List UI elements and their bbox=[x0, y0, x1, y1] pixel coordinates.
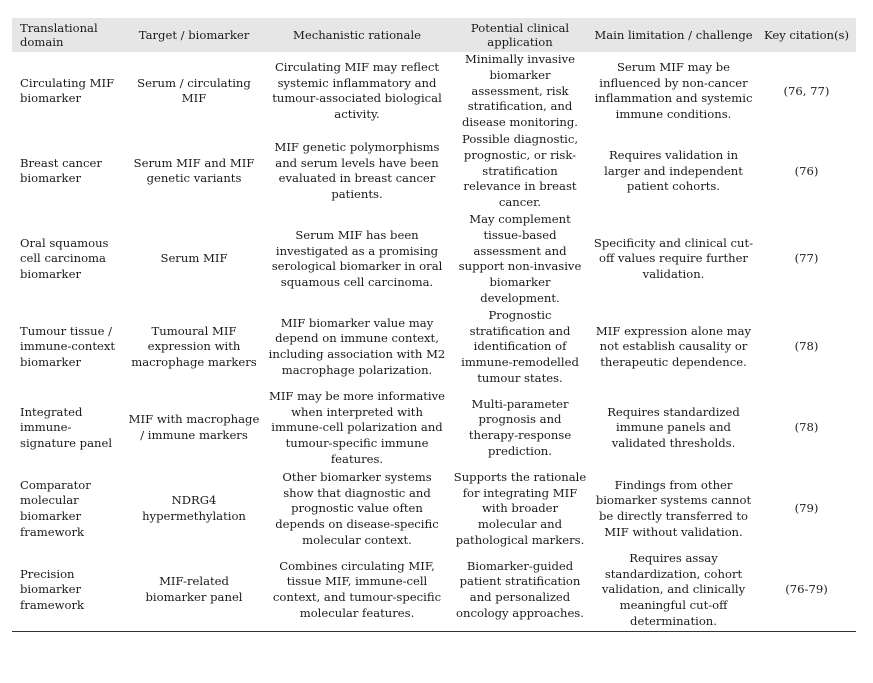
table-cell: (78) bbox=[794, 339, 819, 354]
table-cell: Circulating MIF may reflect systemic inflammatory and tumour-associated biological activity. bbox=[272, 59, 442, 122]
table-row bbox=[12, 52, 856, 131]
table-cell: Multi-parameter prognosis and therapy-response prediction. bbox=[468, 396, 572, 459]
table-cell: Specificity and clinical cut-off values require further validation. bbox=[593, 235, 754, 282]
table-cell: Breast cancer biomarker bbox=[20, 155, 102, 186]
header-cell: Mechanistic rationale bbox=[292, 27, 422, 42]
table-cell: Oral squamous cell carcinoma biomarker bbox=[20, 235, 109, 282]
table-cell: Requires validation in larger and independent patient cohorts. bbox=[604, 147, 743, 194]
table-cell: Precision biomarker framework bbox=[12, 550, 124, 632]
table-cell: Biomarker-guided patient stratification and personalized oncology approaches. bbox=[450, 550, 590, 632]
header-cell: Translational domain bbox=[20, 20, 98, 49]
table-row bbox=[12, 388, 856, 469]
table-cell: Combines circulating MIF, tissue MIF, immune-cell context, and tumour-specific molecular features. bbox=[264, 550, 450, 632]
header-cell: Target / biomarker bbox=[138, 27, 250, 42]
table-cell: (76-79) bbox=[757, 550, 856, 632]
table-cell: Tumoural MIF expression with macrophage markers bbox=[131, 323, 257, 370]
header-cell: Main limitation / challenge bbox=[594, 27, 753, 42]
table-cell: Comparator molecular biomarker framework bbox=[20, 477, 91, 540]
header-cell: Key citation(s) bbox=[763, 27, 850, 42]
biomarker-table bbox=[12, 18, 856, 632]
table-cell: MIF-related biomarker panel bbox=[124, 550, 264, 632]
table-cell: (76, 77) bbox=[783, 83, 830, 98]
table-cell: (79) bbox=[794, 501, 819, 516]
table-cell: Circulating MIF biomarker bbox=[20, 75, 115, 106]
table-cell: Serum MIF may be influenced by non-cancer inflammation and systemic immune conditions. bbox=[594, 59, 753, 122]
table-cell: (78) bbox=[794, 420, 819, 435]
table-row bbox=[12, 550, 856, 632]
table-cell: MIF genetic polymorphisms and serum levels have been evaluated in breast cancer patients. bbox=[274, 139, 440, 202]
table-cell: (77) bbox=[794, 251, 819, 266]
header-cell: Potential clinical application bbox=[470, 20, 570, 49]
table-cell: Minimally invasive biomarker assessment, risk stratification, and disease monitoring. bbox=[462, 52, 578, 130]
table-row bbox=[12, 131, 856, 212]
table-cell: Requires standardized immune panels and validated thresholds. bbox=[607, 404, 740, 451]
table-cell: Supports the rationale for integrating MIF with broader molecular and pathological markers. bbox=[453, 469, 587, 547]
table-cell: Serum / circulating MIF bbox=[137, 75, 251, 106]
table-cell: (76) bbox=[794, 163, 819, 178]
table-cell: MIF may be more informative when interpreted with immune-cell polarization and tumour-specific immune features. bbox=[268, 388, 446, 466]
table-cell: Serum MIF has been investigated as a promising serological biomarker in oral squamous cell carcinoma. bbox=[271, 227, 443, 290]
header-row bbox=[12, 18, 856, 52]
table-cell: NDRG4 hypermethylation bbox=[142, 493, 246, 524]
table-cell: MIF with macrophage / immune markers bbox=[128, 412, 260, 443]
table-cell: MIF biomarker value may depend on immune context, including association with M2 macrophage polarization. bbox=[268, 315, 446, 378]
table-cell: Integrated immune-signature panel bbox=[20, 404, 113, 451]
table-row bbox=[12, 469, 856, 550]
table-row bbox=[12, 307, 856, 388]
table-cell: Prognostic stratification and identification of immune-remodelled tumour states. bbox=[461, 307, 579, 385]
table-cell: May complement tissue-based assessment and support non-invasive biomarker development. bbox=[458, 211, 582, 305]
table-row bbox=[12, 212, 856, 307]
table-cell: Tumour tissue / immune-context biomarker bbox=[20, 323, 116, 370]
table-cell: Serum MIF and MIF genetic variants bbox=[133, 155, 255, 186]
table-cell: Requires assay standardization, cohort validation, and clinically meaningful cut-off determination. bbox=[590, 550, 757, 632]
table-cell: Findings from other biomarker systems cannot be directly transferred to MIF without validation. bbox=[595, 477, 752, 540]
table-cell: MIF expression alone may not establish causality or therapeutic dependence. bbox=[595, 323, 752, 370]
table-cell: Other biomarker systems show that diagnostic and prognostic value often depends on disease-specific molecular context. bbox=[275, 469, 439, 547]
table-cell: Serum MIF bbox=[160, 251, 228, 266]
table-cell: Possible diagnostic, prognostic, or risk-stratification relevance in breast cancer. bbox=[462, 131, 578, 210]
